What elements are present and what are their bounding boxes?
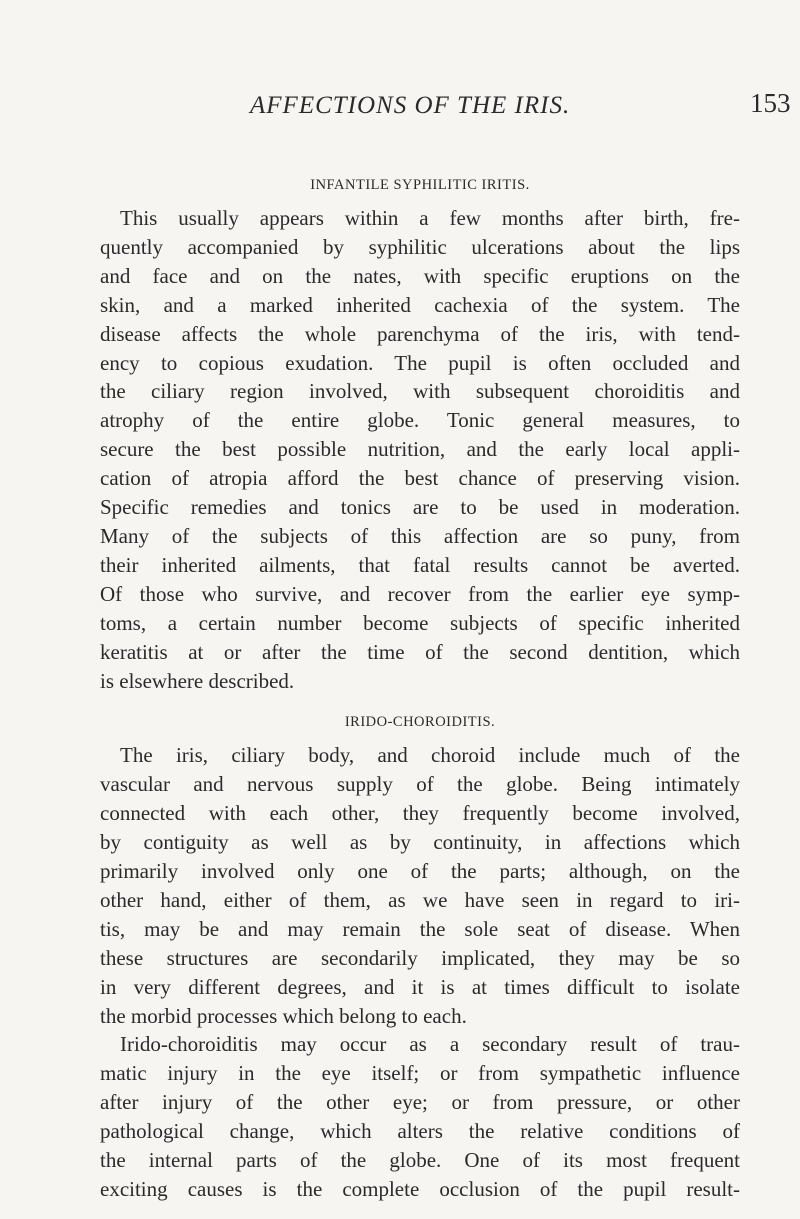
paragraph xyxy=(100,204,740,695)
text-line: ency to copious exudation. The pupil is often occluded and xyxy=(100,350,740,375)
text-line: vascular and nervous supply of the globe. Being intimately xyxy=(100,772,740,797)
text-line: This usually appears within a few months after birth, fre- xyxy=(120,206,740,230)
running-head: AFFECTIONS OF THE IRIS. xyxy=(250,92,571,119)
text-line: The iris, ciliary body, and choroid include much of the xyxy=(120,743,740,768)
text-line: Many of the subjects of this affection are so puny, from xyxy=(100,523,740,548)
text-line: by contiguity as well as by continuity, in affections which xyxy=(100,830,740,855)
text-line: tis, may be and may remain the sole seat of disease. When xyxy=(100,916,740,941)
paragraph xyxy=(100,741,740,1030)
section-heading: INFANTILE SYPHILITIC IRITIS. xyxy=(310,177,530,193)
text-line: and face and on the nates, with specific eruptions on the xyxy=(100,263,740,288)
text-line: the internal parts of the globe. One of its most frequent xyxy=(100,1148,740,1173)
text-line: matic injury in the eye itself; or from sympathetic influence xyxy=(100,1061,740,1086)
paragraph xyxy=(100,1030,740,1203)
text-line: quently accompanied by syphilitic ulcerations about the lips xyxy=(100,234,740,259)
text-line: Irido-choroiditis may occur as a secondary result of trau- xyxy=(120,1032,740,1057)
text-line: keratitis at or after the time of the second dentition, which xyxy=(100,639,740,664)
text-line: disease affects the whole parenchyma of the iris, with tend- xyxy=(100,321,740,346)
text-line: cation of atropia afford the best chance of preserving vision. xyxy=(100,466,740,491)
page-number: 153 xyxy=(750,88,791,118)
text-line: the morbid processes which belong to each. xyxy=(100,1003,467,1028)
text-line: other hand, either of them, as we have seen in regard to iri- xyxy=(100,887,740,912)
text-line: these structures are secondarily implicated, they may be so xyxy=(100,945,740,970)
text-line: connected with each other, they frequently become involved, xyxy=(100,801,740,826)
text-line: after injury of the other eye; or from pressure, or other xyxy=(100,1090,740,1115)
text-line: in very different degrees, and it is at times difficult to isolate xyxy=(100,974,740,999)
text-line: Specific remedies and tonics are to be used in moderation. xyxy=(100,495,740,520)
page-body xyxy=(100,174,740,1204)
text-line: primarily involved only one of the parts; although, on the xyxy=(100,859,740,884)
text-line: their inherited ailments, that fatal results cannot be averted. xyxy=(100,552,740,577)
text-line: pathological change, which alters the relative conditions of xyxy=(100,1119,740,1144)
text-line: the ciliary region involved, with subsequent choroiditis and xyxy=(100,379,740,404)
text-line: atrophy of the entire globe. Tonic general measures, to xyxy=(100,408,740,433)
text-line: exciting causes is the complete occlusion of the pupil result- xyxy=(100,1177,740,1201)
text-line: secure the best possible nutrition, and the early local appli- xyxy=(100,437,740,462)
text-line: is elsewhere described. xyxy=(100,668,295,693)
text-line: Of those who survive, and recover from the earlier eye symp- xyxy=(100,581,740,606)
section-heading: IRIDO-CHOROIDITIS. xyxy=(344,714,496,731)
text-line: skin, and a marked inherited cachexia of the system. The xyxy=(100,292,740,317)
text-line: toms, a certain number become subjects of specific inherited xyxy=(100,610,740,635)
